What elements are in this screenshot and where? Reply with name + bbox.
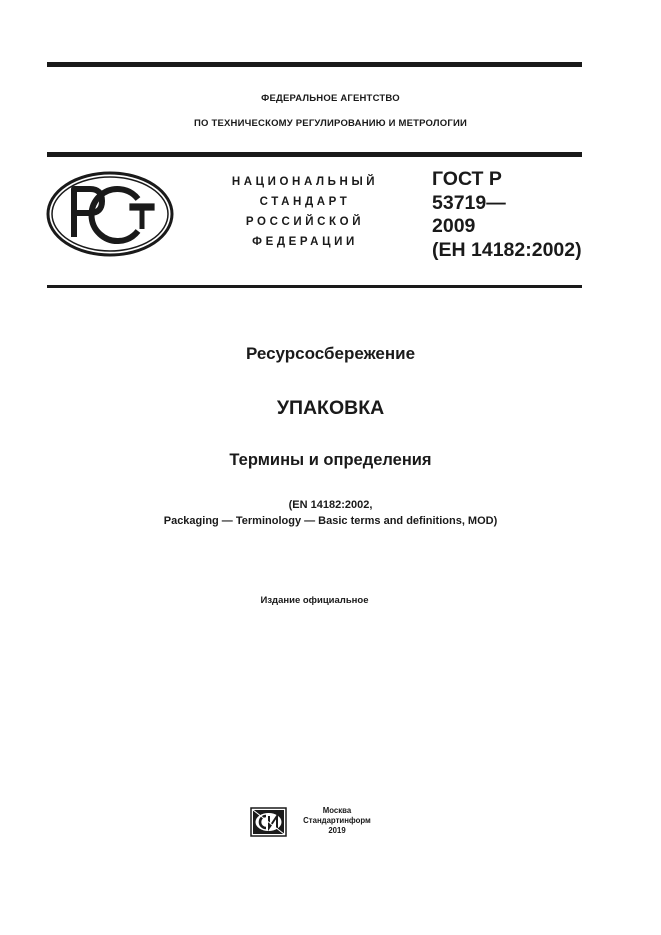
- standartinform-logo-icon: [250, 807, 287, 837]
- national-standard-line-1: НАЦИОНАЛЬНЫЙ: [231, 176, 379, 188]
- designation-line-1: ГОСТ Р: [432, 168, 502, 190]
- agency-line-2: ПО ТЕХНИЧЕСКОМУ РЕГУЛИРОВАНИЮ И МЕТРОЛОГИИ: [194, 118, 467, 129]
- rst-certification-mark-icon: [46, 171, 174, 257]
- designation-line-2: 53719—: [432, 191, 506, 214]
- middle-rule: [47, 152, 582, 157]
- publisher-name: Стандартинформ: [303, 816, 371, 825]
- document-title: Ресурсосбережение: [245, 344, 416, 363]
- document-subtitle: УПАКОВКА: [276, 397, 385, 419]
- national-standard-line-4: ФЕДЕРАЦИИ: [252, 236, 358, 248]
- agency-line-1: ФЕДЕРАЛЬНОЕ АГЕНТСТВО: [261, 93, 400, 104]
- national-standard-block: [212, 172, 398, 252]
- en-reference-line-2: Packaging — Terminology — Basic terms and definitions, MOD): [163, 515, 498, 527]
- top-rule: [47, 62, 582, 67]
- document-subtitle-2: Термины и определения: [229, 451, 432, 469]
- designation-line-3: 2009: [432, 215, 476, 237]
- standard-designation: [432, 168, 582, 262]
- national-standard-line-2: СТАНДАРТ: [259, 196, 351, 208]
- en-reference-line-1: (EN 14182:2002,: [288, 499, 373, 511]
- national-standard-line-3: РОССИЙСКОЙ: [245, 216, 365, 228]
- publisher-info: [302, 806, 372, 836]
- edition-label: Издание официальное: [260, 595, 369, 606]
- designation-line-4: (ЕН 14182:2002): [432, 238, 582, 261]
- publisher-city: Москва: [322, 806, 352, 815]
- bottom-rule: [47, 285, 582, 288]
- publisher-year: 2019: [328, 826, 346, 835]
